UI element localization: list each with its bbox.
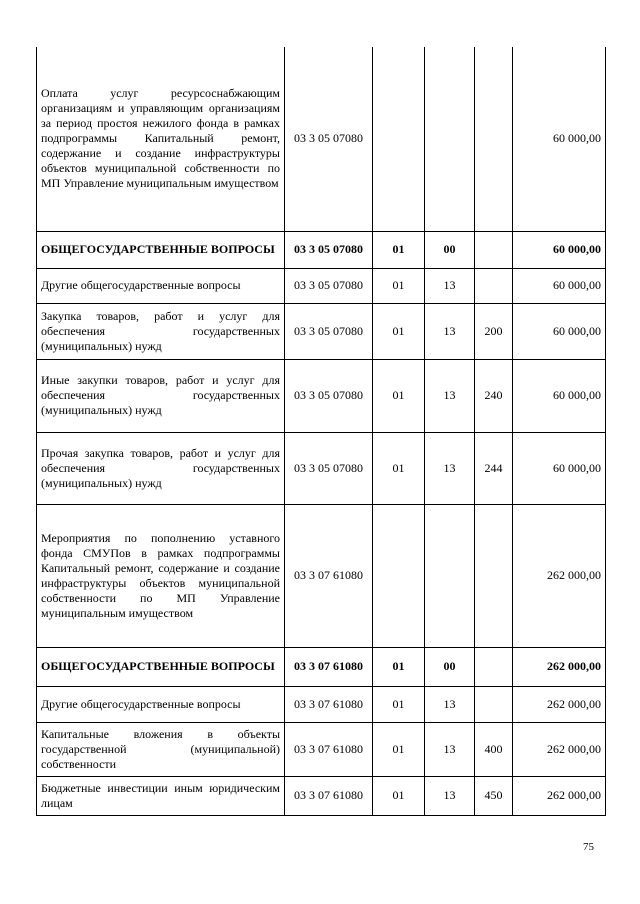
row-section	[373, 504, 425, 647]
row-name: Закупка товаров, работ и услуг для обеспечения государственных (муниципальных) нужд	[37, 303, 285, 359]
row-section: 01	[373, 647, 425, 686]
row-expense-type: 200	[475, 303, 513, 359]
row-code: 03 3 05 07080	[285, 303, 373, 359]
row-expense-type: 450	[475, 776, 513, 815]
row-subsection	[425, 47, 475, 231]
table-row	[37, 686, 606, 722]
row-subsection: 13	[425, 722, 475, 776]
row-expense-type	[475, 647, 513, 686]
table-row	[37, 722, 606, 776]
row-amount: 262 000,00	[513, 647, 606, 686]
table-row	[37, 432, 606, 504]
row-code: 03 3 05 07080	[285, 359, 373, 432]
row-name: Капитальные вложения в объекты государственной (муниципальной) собственности	[37, 722, 285, 776]
row-name: Прочая закупка товаров, работ и услуг для обеспечения государственных (муниципальных) нужд	[37, 432, 285, 504]
row-amount: 262 000,00	[513, 722, 606, 776]
row-expense-type	[475, 504, 513, 647]
row-name: Оплата услуг ресурсоснабжающим организациям и управляющим организациям за период простоя нежилого фонда в рамках подпрограммы Капитальный ремонт, содержание и создание инфраструктуры объектов муниципальной собственности по МП Управление муниципальным имуществом	[37, 47, 285, 231]
table-row	[37, 504, 606, 647]
row-amount: 262 000,00	[513, 686, 606, 722]
row-expense-type	[475, 47, 513, 231]
row-code: 03 3 07 61080	[285, 722, 373, 776]
row-expense-type: 240	[475, 359, 513, 432]
page-number: 75	[583, 841, 594, 853]
row-subsection: 13	[425, 268, 475, 303]
row-section: 01	[373, 231, 425, 268]
row-amount: 262 000,00	[513, 504, 606, 647]
row-section: 01	[373, 722, 425, 776]
table-row	[37, 647, 606, 686]
row-subsection: 13	[425, 359, 475, 432]
row-expense-type	[475, 686, 513, 722]
row-code: 03 3 07 61080	[285, 686, 373, 722]
row-section: 01	[373, 359, 425, 432]
row-name: Другие общегосударственные вопросы	[37, 686, 285, 722]
table-row	[37, 303, 606, 359]
budget-table	[36, 47, 606, 816]
row-subsection: 00	[425, 647, 475, 686]
table-row	[37, 776, 606, 815]
row-subsection: 13	[425, 686, 475, 722]
row-subsection	[425, 504, 475, 647]
row-name: ОБЩЕГОСУДАРСТВЕННЫЕ ВОПРОСЫ	[37, 231, 285, 268]
row-amount: 60 000,00	[513, 432, 606, 504]
row-name: Другие общегосударственные вопросы	[37, 268, 285, 303]
row-amount: 60 000,00	[513, 47, 606, 231]
row-code: 03 3 05 07080	[285, 432, 373, 504]
row-code: 03 3 07 61080	[285, 776, 373, 815]
table-row	[37, 47, 606, 231]
row-section: 01	[373, 432, 425, 504]
row-code: 03 3 05 07080	[285, 47, 373, 231]
row-section: 01	[373, 776, 425, 815]
row-amount: 60 000,00	[513, 303, 606, 359]
row-expense-type	[475, 268, 513, 303]
row-subsection: 13	[425, 776, 475, 815]
row-code: 03 3 07 61080	[285, 647, 373, 686]
row-code: 03 3 05 07080	[285, 231, 373, 268]
row-amount: 262 000,00	[513, 776, 606, 815]
row-expense-type: 400	[475, 722, 513, 776]
row-name: Мероприятия по пополнению уставного фонда СМУПов в рамках подпрограммы Капитальный ремонт, содержание и создание инфраструктуры объектов муниципальной собственности по МП Управление муниципальным имуществом	[37, 504, 285, 647]
row-subsection: 00	[425, 231, 475, 268]
row-section: 01	[373, 303, 425, 359]
row-code: 03 3 07 61080	[285, 504, 373, 647]
row-section	[373, 47, 425, 231]
row-amount: 60 000,00	[513, 359, 606, 432]
row-name: ОБЩЕГОСУДАРСТВЕННЫЕ ВОПРОСЫ	[37, 647, 285, 686]
row-section: 01	[373, 686, 425, 722]
row-subsection: 13	[425, 303, 475, 359]
row-section: 01	[373, 268, 425, 303]
table-row	[37, 359, 606, 432]
row-subsection: 13	[425, 432, 475, 504]
row-name: Иные закупки товаров, работ и услуг для обеспечения государственных (муниципальных) нужд	[37, 359, 285, 432]
row-name: Бюджетные инвестиции иным юридическим лицам	[37, 776, 285, 815]
table-row	[37, 268, 606, 303]
row-expense-type: 244	[475, 432, 513, 504]
row-amount: 60 000,00	[513, 231, 606, 268]
table-row	[37, 231, 606, 268]
row-expense-type	[475, 231, 513, 268]
row-code: 03 3 05 07080	[285, 268, 373, 303]
row-amount: 60 000,00	[513, 268, 606, 303]
